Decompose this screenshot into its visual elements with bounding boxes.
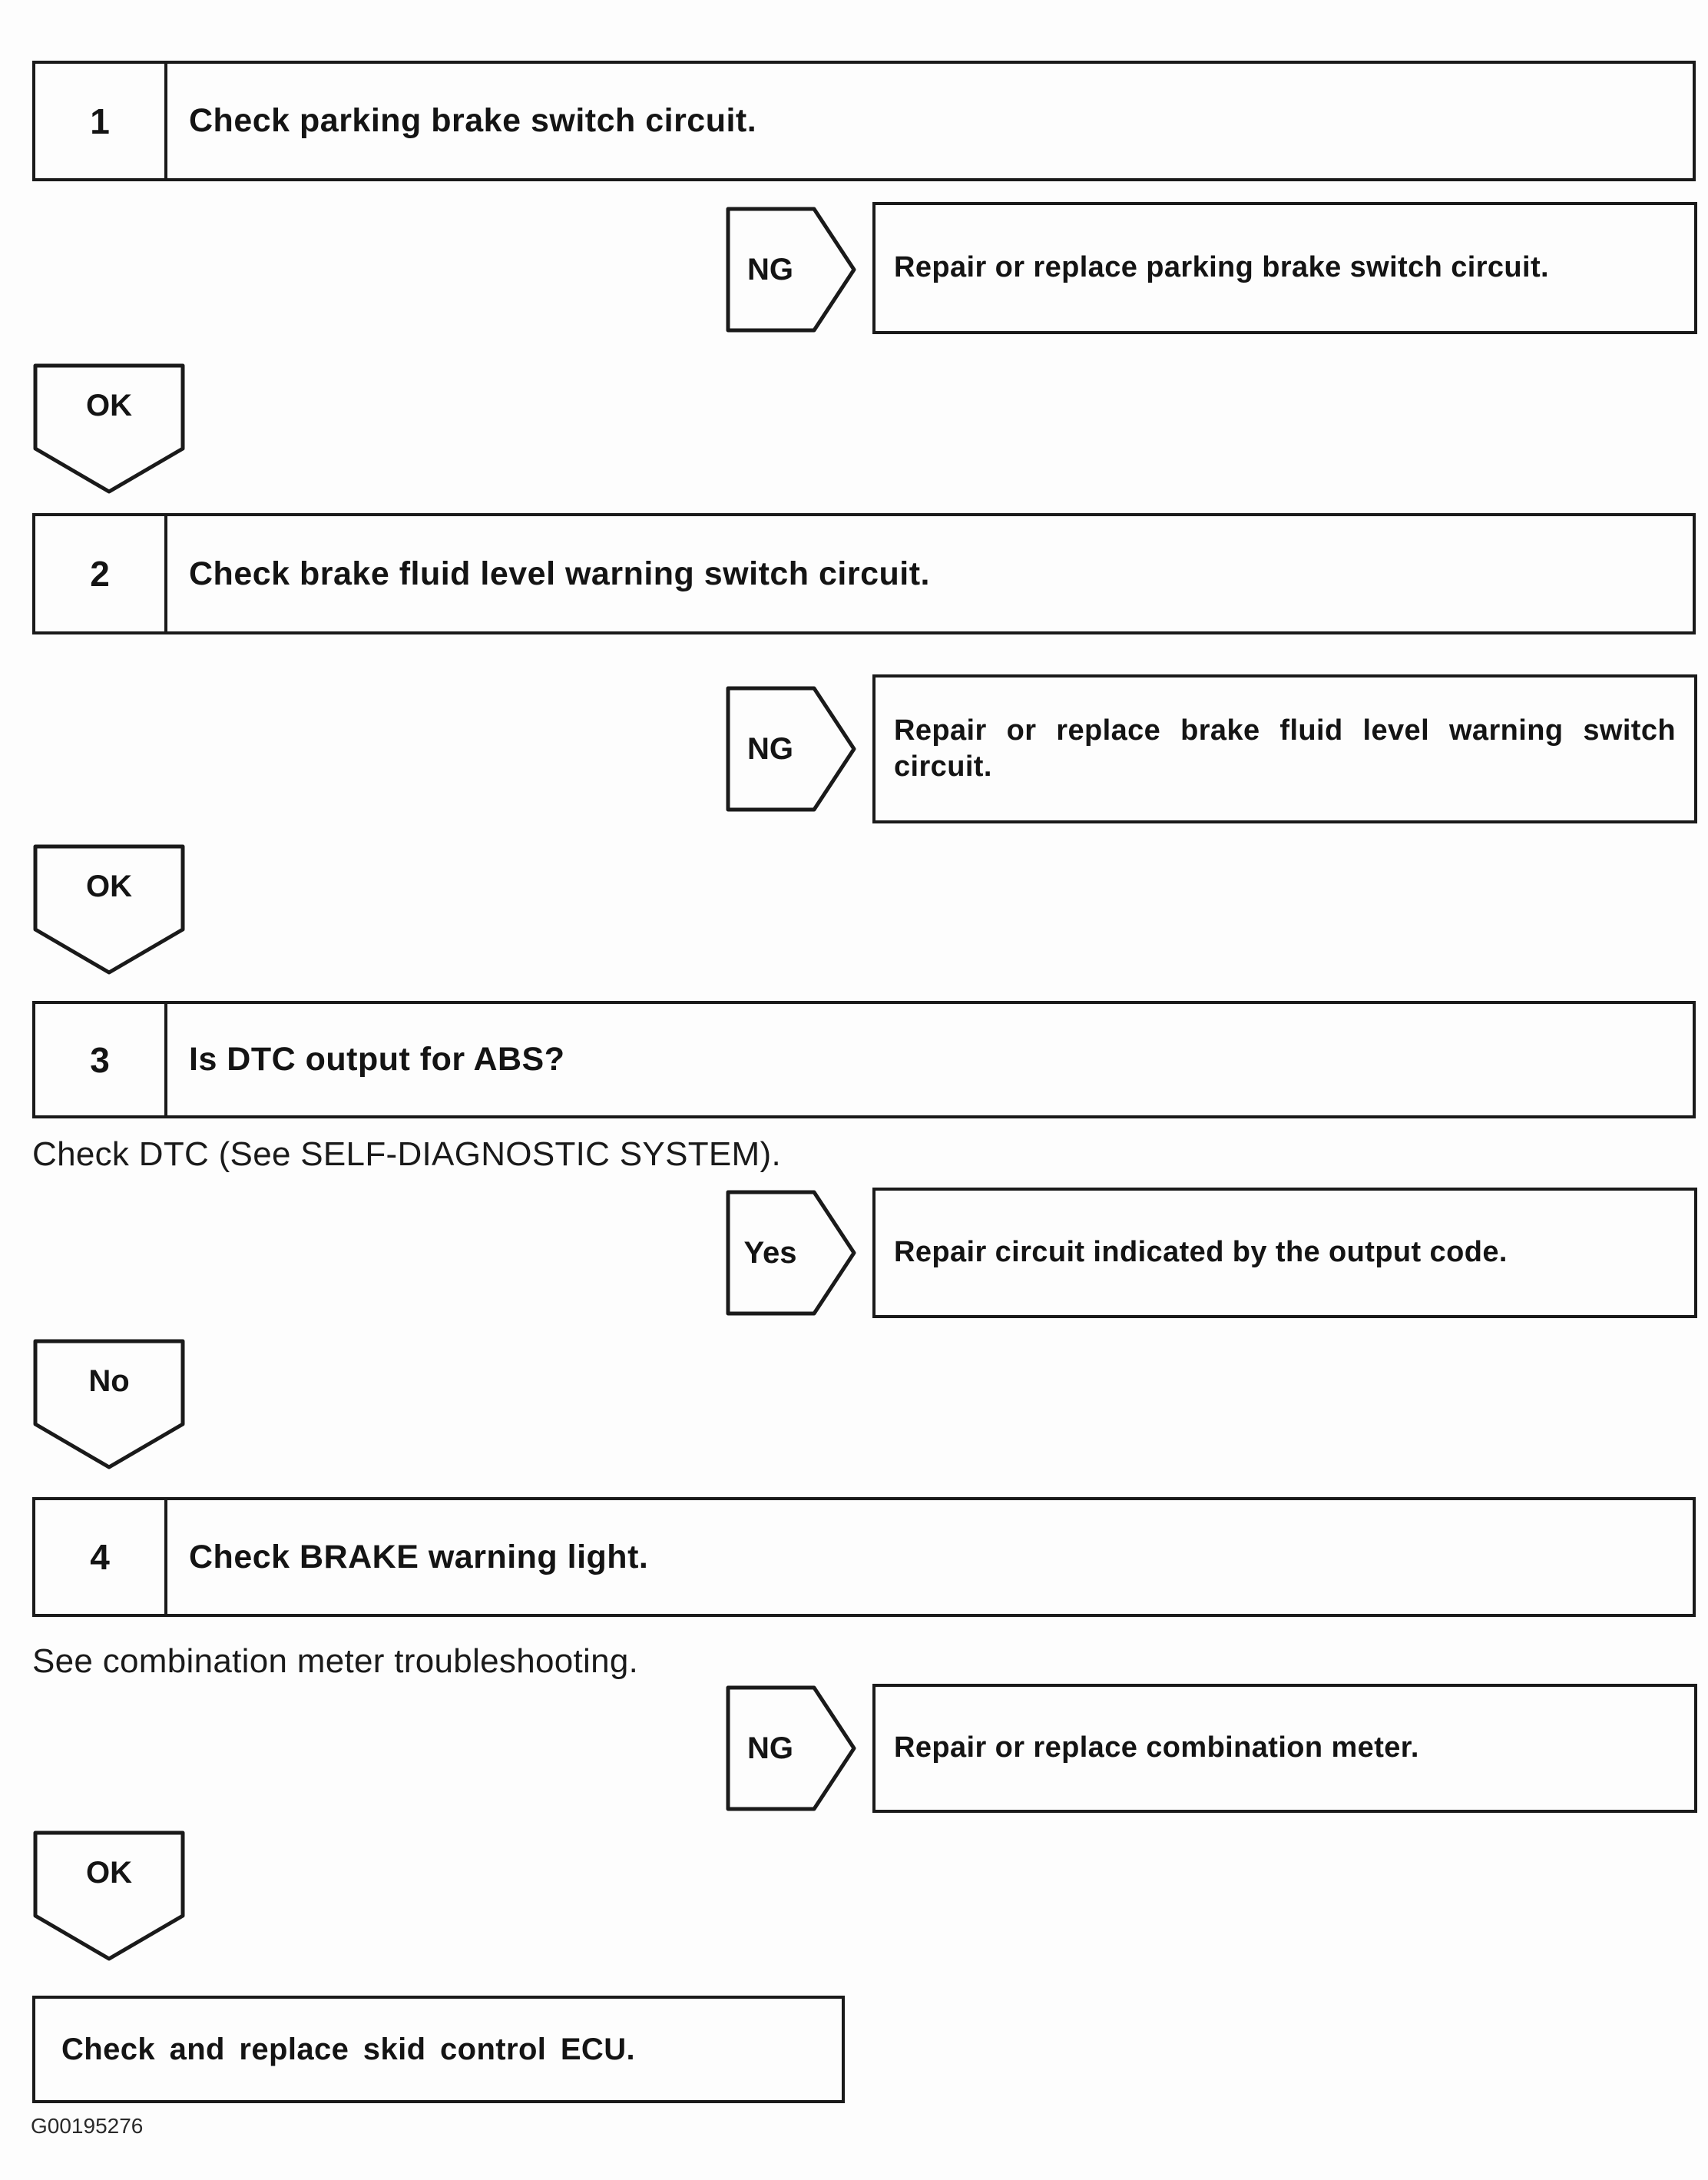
branch-result-text: Repair or replace parking brake switch circuit. <box>894 251 1549 284</box>
step-number: 2 <box>35 516 167 631</box>
pass-label: OK <box>86 869 132 903</box>
step-box-2 <box>32 513 1696 634</box>
branch-badge-ng-1 <box>725 206 857 333</box>
branch-badge-yes <box>725 1189 857 1317</box>
step-box-3 <box>32 1001 1696 1118</box>
branch-label: NG <box>747 252 793 287</box>
step-box-4 <box>32 1497 1696 1617</box>
step-note: See combination meter troubleshooting. <box>32 1642 639 1680</box>
branch-result-text: Repair circuit indicated by the output code. <box>894 1236 1508 1269</box>
branch-result-4 <box>872 1684 1697 1813</box>
step-number: 3 <box>35 1004 167 1115</box>
step-title: Check BRAKE warning light. <box>189 1538 649 1575</box>
step-number: 4 <box>35 1500 167 1614</box>
pass-badge-no <box>32 1338 186 1470</box>
step-number: 1 <box>35 64 167 178</box>
pass-badge-ok-2 <box>32 843 186 976</box>
branch-result-1 <box>872 202 1697 334</box>
step-note: Check DTC (See SELF-DIAGNOSTIC SYSTEM). <box>32 1135 781 1173</box>
pass-label: OK <box>86 1855 132 1890</box>
step-title: Check brake fluid level warning switch circuit. <box>189 555 931 592</box>
step-title: Is DTC output for ABS? <box>189 1041 565 1078</box>
branch-label: NG <box>747 731 793 766</box>
pass-label: OK <box>86 388 132 422</box>
branch-label: Yes <box>743 1235 797 1270</box>
branch-badge-ng-2 <box>725 685 857 813</box>
figure-id: G00195276 <box>31 2114 144 2138</box>
branch-result-text: Repair or replace combination meter. <box>894 1731 1419 1764</box>
step-box-1 <box>32 61 1696 181</box>
pass-badge-ok-4 <box>32 1830 186 1962</box>
pass-label: No <box>88 1363 130 1398</box>
branch-label: NG <box>747 1731 793 1765</box>
branch-result-3 <box>872 1188 1697 1318</box>
branch-result-2 <box>872 674 1697 823</box>
final-action-box: Check and replace skid control ECU. <box>32 1996 845 2103</box>
branch-result-text: Repair or replace brake fluid level warning switch circuit. <box>894 714 1676 783</box>
step-title: Check parking brake switch circuit. <box>189 102 757 139</box>
pass-badge-ok-1 <box>32 363 186 495</box>
branch-badge-ng-4 <box>725 1685 857 1812</box>
